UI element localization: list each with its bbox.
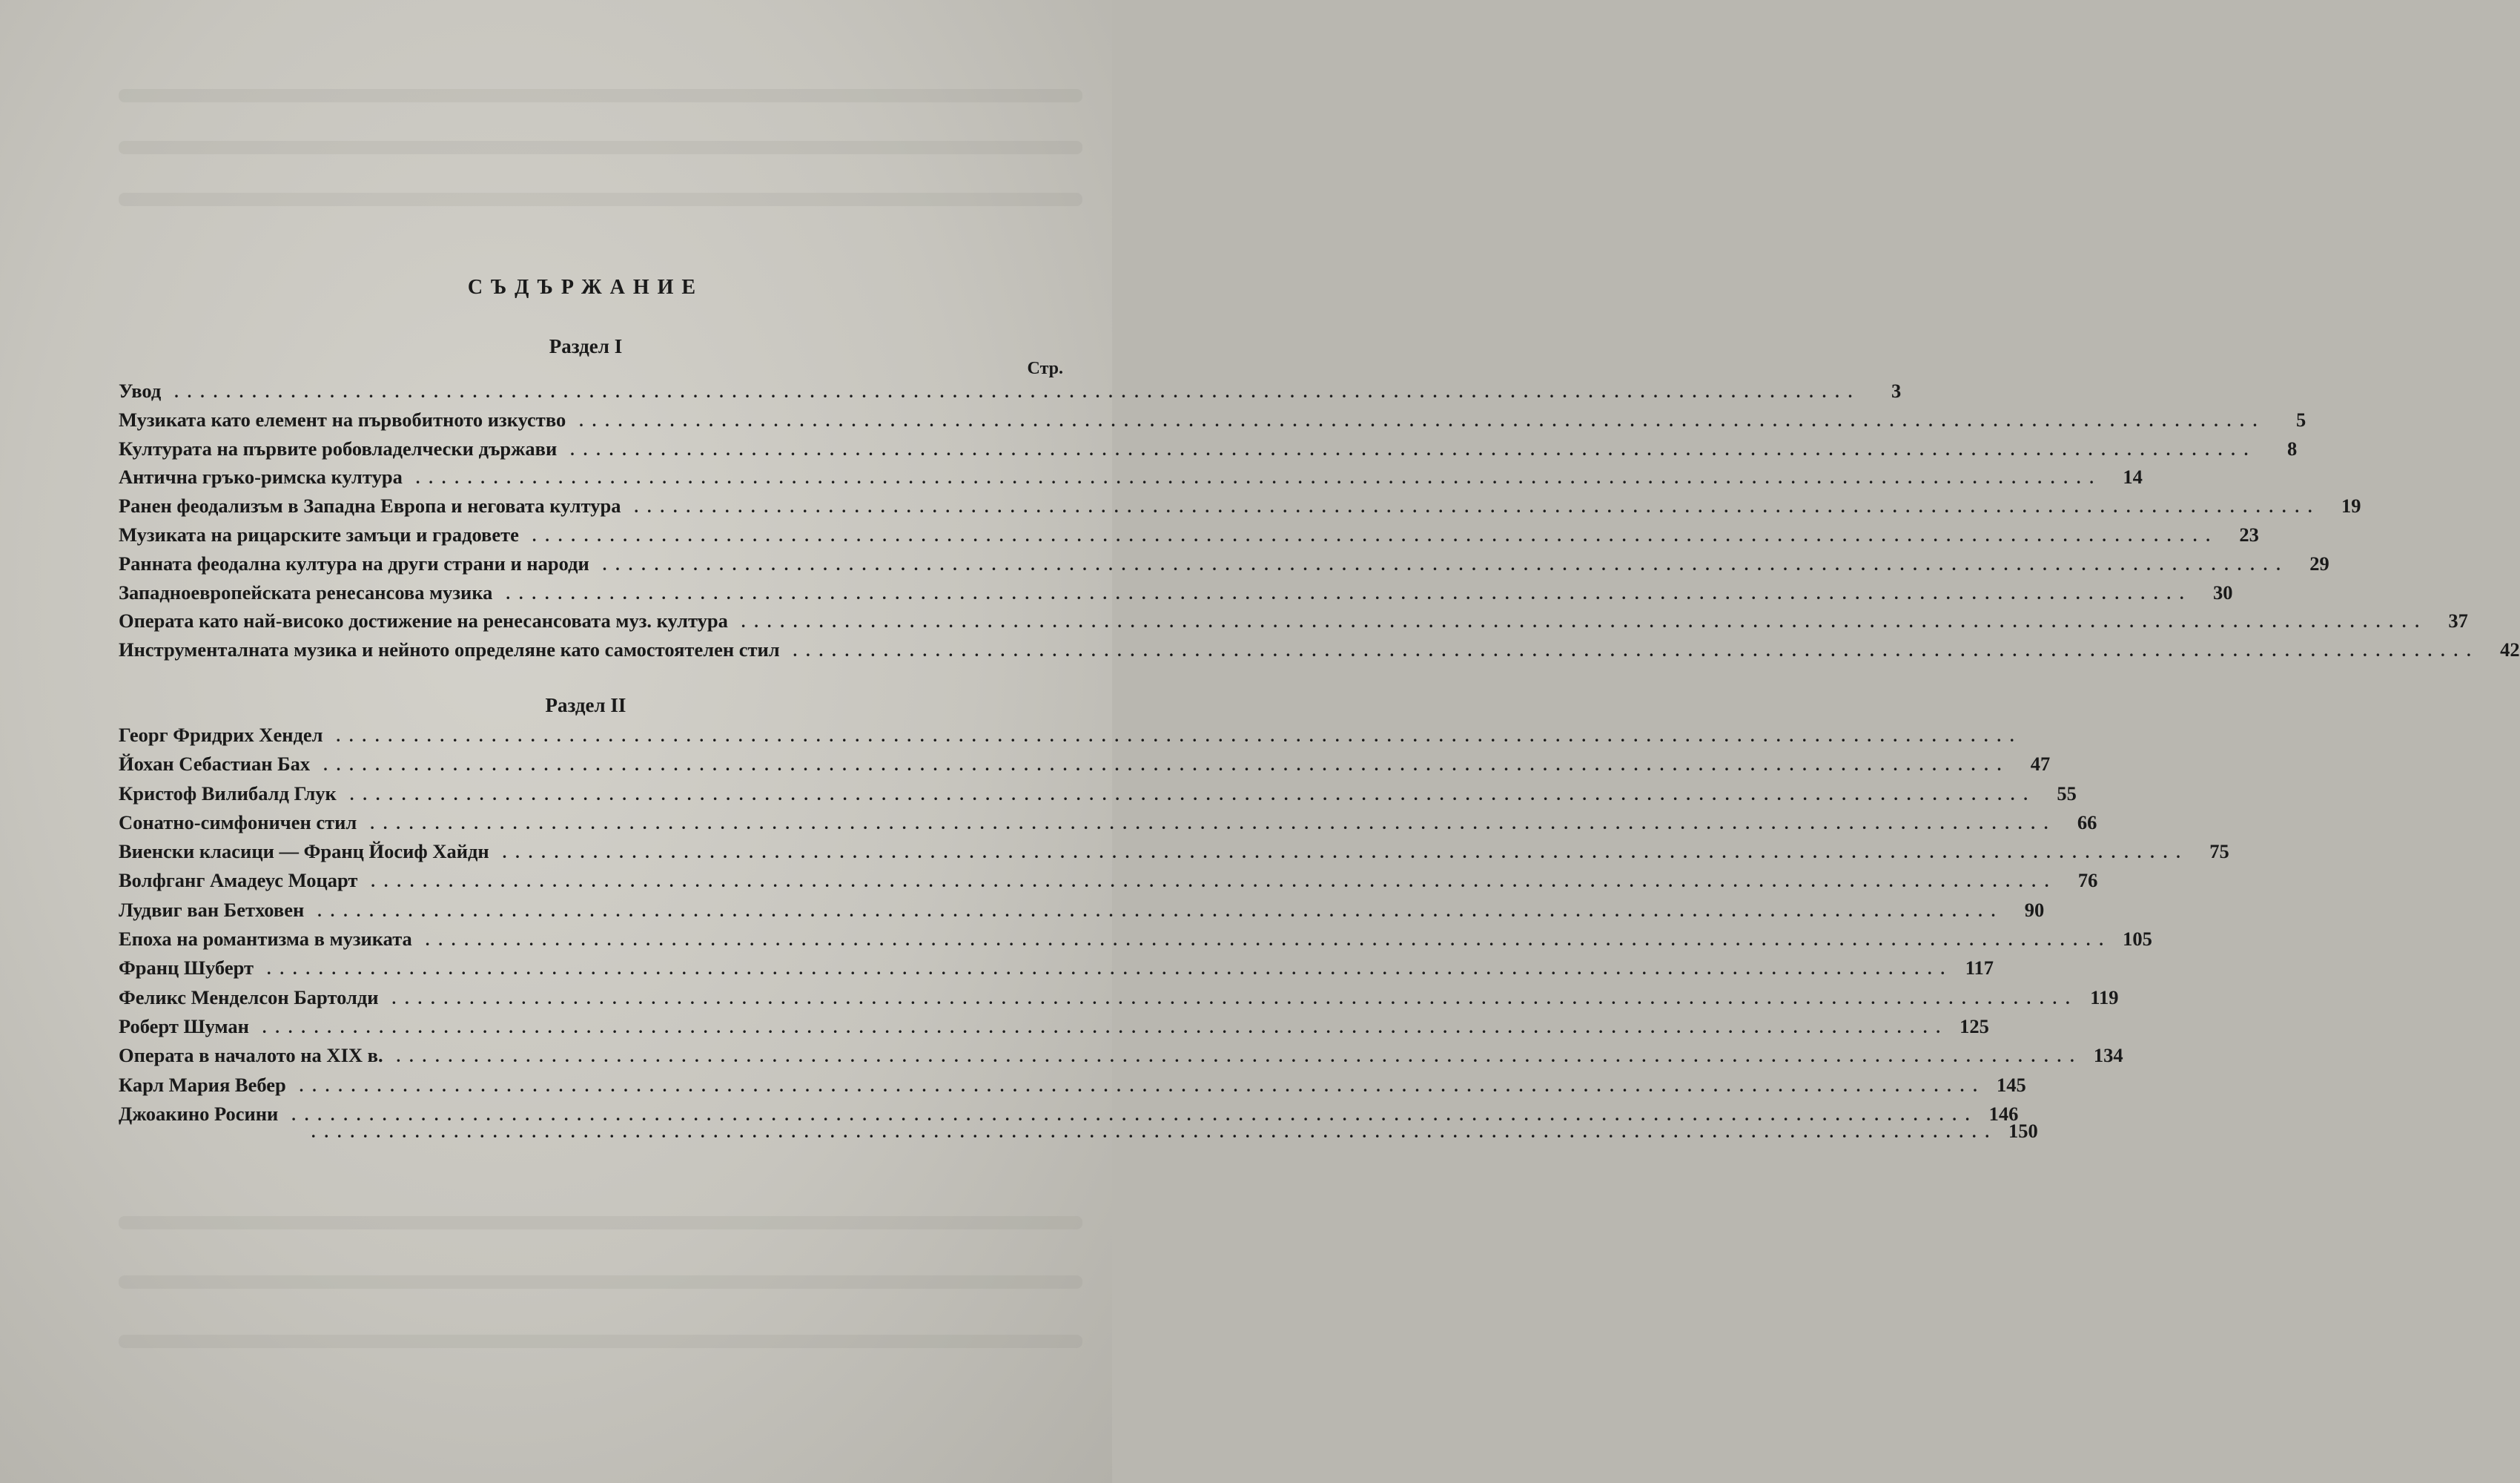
dot-leader: .................................................................................................................................. [299, 1076, 1986, 1095]
bleed-through-text [119, 1275, 1082, 1289]
dot-leader: .................................................................................................................................. [291, 1105, 1979, 1124]
page-number: 23 [2239, 523, 2259, 546]
entry-title: Културата на първите робовладелчески държави [119, 437, 558, 460]
toc-entry [119, 985, 2119, 1015]
entry-title: Ранен феодализъм в Западна Европа и неговата култура [119, 495, 621, 518]
trailing-entry [119, 1120, 2038, 1143]
page-number: 119 [2090, 985, 2119, 1008]
entry-title: Ранната феодална култура на други страни и народи [119, 552, 589, 575]
bleed-through-text [119, 1216, 1082, 1229]
dot-leader: .................................................................................................................................. [741, 612, 2428, 632]
entry-title: Антична гръко-римска култура [119, 466, 403, 489]
page-number: 150 [2008, 1120, 2038, 1142]
page-number: 75 [2209, 840, 2229, 863]
page-number: 145 [1997, 1073, 2026, 1096]
entry-title: Франц Шуберт [119, 957, 254, 980]
page-number: 47 [2030, 753, 2051, 776]
entry-title: Карл Мария Вебер [119, 1073, 286, 1096]
dot-leader: .................................................................................................................................. [266, 960, 1954, 979]
bleed-through-text [119, 193, 1082, 206]
dot-leader: .................................................................................................................................. [349, 785, 2037, 804]
entry-title: Сонатно-симфоничен стил [119, 810, 357, 833]
toc-entry [119, 610, 2468, 638]
page-number: 90 [2024, 898, 2045, 921]
dot-leader: .................................................................................................................................. [579, 411, 2266, 430]
dot-leader: .................................................................................................................................. [371, 872, 2058, 891]
entry-title: Операта в началото на XIX в. [119, 1044, 383, 1067]
toc-entry [119, 437, 2298, 466]
dot-leader: .................................................................................................................................. [602, 555, 2289, 574]
dot-leader: .................................................................................................................................. [370, 813, 2057, 833]
toc-entry [119, 1073, 2026, 1103]
page-number: 29 [2309, 552, 2329, 575]
toc-entry [119, 408, 2306, 437]
entry-title: Музиката на рицарските замъци и градовете [119, 523, 519, 546]
page-number: 42 [2500, 638, 2520, 661]
toc-entry [119, 753, 2051, 782]
dot-leader: .................................................................................................................................. [570, 440, 2258, 459]
toc-entry [119, 724, 2023, 753]
page-number: 134 [2093, 1044, 2123, 1067]
dot-leader: .................................................................................................................................. [415, 469, 2103, 488]
section-1-list [119, 380, 2520, 667]
entry-title: Увод [119, 380, 162, 402]
page-number: 76 [2077, 869, 2098, 892]
entry-title: Лудвиг ван Бетховен [119, 898, 305, 921]
page-number: 3 [1891, 380, 1902, 402]
dot-leader: .................................................................................................................................. [336, 727, 2023, 745]
page-title: СЪДЪРЖАНИЕ [467, 276, 704, 299]
toc-entry [119, 840, 2229, 869]
dot-leader: .................................................................................................................................. [502, 843, 2189, 862]
toc-entry [119, 782, 2077, 811]
dot-leader: .................................................................................................................................. [425, 931, 2112, 950]
page-number: 5 [2295, 408, 2306, 431]
dot-leader: .................................................................................................................................. [311, 1123, 1998, 1141]
page-number: 55 [2057, 782, 2077, 805]
page-number: 37 [2448, 610, 2468, 632]
toc-entry [119, 638, 2520, 667]
entry-title: Епоха на романтизма в музиката [119, 928, 412, 951]
dot-leader: .................................................................................................................................. [391, 988, 2079, 1008]
page-number: 8 [2286, 437, 2298, 460]
entry-title: Операта като най-високо достижение на ренесансовата муз. култура [119, 610, 728, 632]
entry-title: Волфганг Амадеус Моцарт [119, 869, 358, 892]
toc-entry [119, 380, 1902, 409]
entry-title: Георг Фридрих Хендел [119, 724, 323, 746]
section-2-heading: Раздел II [545, 694, 626, 716]
page-number: 146 [1988, 1102, 2019, 1125]
bleed-through-text [119, 1335, 1082, 1348]
toc-entry [119, 1014, 1989, 1044]
entry-title: Роберт Шуман [119, 1014, 249, 1037]
dot-leader: .................................................................................................................................. [262, 1017, 1949, 1037]
entry-title: Музиката като елемент на първобитното изкуство [119, 408, 566, 431]
bleed-through-text [119, 141, 1082, 154]
page-number: 14 [2123, 466, 2143, 489]
dot-leader: .................................................................................................................................. [396, 1047, 2083, 1066]
toc-entry [119, 928, 2152, 957]
entry-title: Западноевропейската ренесансова музика [119, 581, 493, 604]
toc-entry [119, 810, 2097, 840]
toc-entry [119, 552, 2329, 581]
dot-leader: .................................................................................................................................. [317, 901, 2005, 920]
dot-leader: .................................................................................................................................. [532, 526, 2219, 545]
dot-leader: .................................................................................................................................. [793, 641, 2480, 661]
toc-entry [119, 957, 1994, 985]
page-number: 117 [1965, 957, 1994, 980]
toc-entry [119, 1044, 2123, 1073]
dot-leader: .................................................................................................................................. [506, 584, 2193, 603]
toc-entry [119, 466, 2143, 495]
page-number: 66 [2077, 810, 2097, 833]
section-1-heading: Раздел I [549, 335, 623, 357]
toc-entry [119, 898, 2045, 928]
bleed-through-text [119, 89, 1082, 102]
toc-entry [119, 581, 2233, 610]
toc-entry [119, 495, 2361, 523]
page-column-label: Стр. [1027, 359, 1063, 378]
entry-title: Джоакино Росини [119, 1102, 279, 1125]
toc-entry [119, 869, 2098, 898]
entry-title: Виенски класици — Франц Йосиф Хайдн [119, 840, 489, 863]
page-number: 125 [1960, 1014, 1989, 1037]
toc-entry [119, 523, 2259, 552]
entry-title: Феликс Менделсон Бартолди [119, 985, 379, 1008]
entry-title: Йохан Себастиан Бах [119, 753, 311, 776]
entry-title: Инструменталната музика и нейното определяне като самостоятелен стил [119, 638, 780, 661]
entry-title: Кристоф Вилибалд Глук [119, 782, 337, 805]
page-number: 19 [2341, 495, 2361, 518]
dot-leader: .................................................................................................................................. [634, 498, 2321, 517]
dot-leader: .................................................................................................................................. [174, 383, 1862, 401]
page-number: 105 [2123, 928, 2152, 951]
page-number: 30 [2212, 581, 2233, 604]
dot-leader: .................................................................................................................................. [323, 756, 2011, 775]
